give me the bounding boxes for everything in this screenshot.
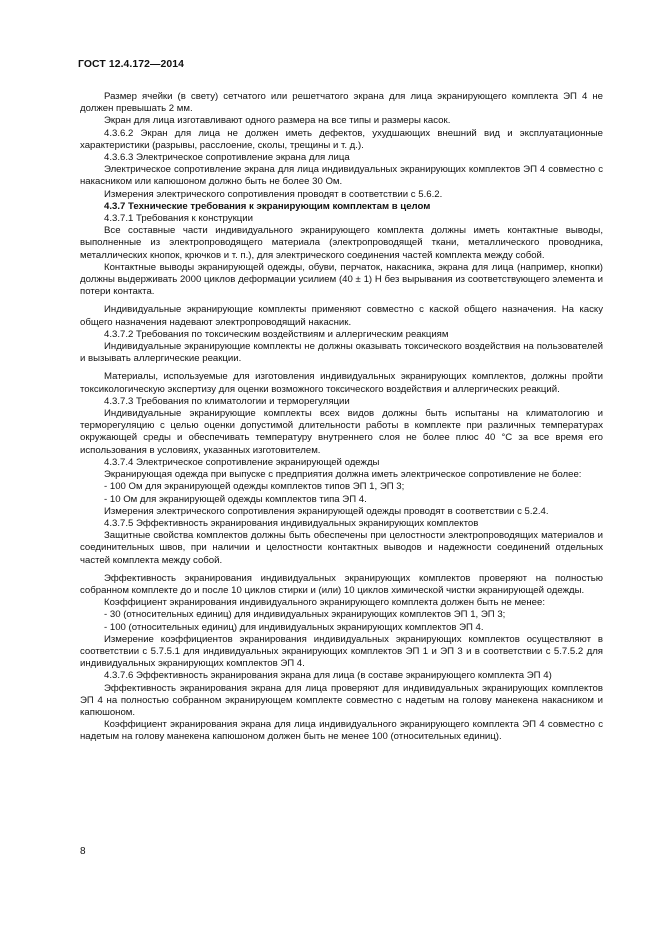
paragraph: - 10 Ом для экранирующей одежды комплектов типа ЭП 4. xyxy=(104,493,367,505)
paragraph: 4.3.7.6 Эффективность экранирования экрана для лица (в составе экранирующего комплекта ЭП 4) xyxy=(104,670,552,682)
paragraph: Защитные свойства комплектов должны быть обеспечены при целостности электропроводящих материалов и соединительных швов, при наличии и целостности контактных выводов и надежности соединений отдельных частей комплекта между собой. xyxy=(80,530,603,566)
paragraph: Экранирующая одежда при выпуске с предприятия должна иметь электрическое сопротивление не более: xyxy=(104,469,582,481)
paragraph: - 100 Ом для экранирующей одежды комплектов типов ЭП 1, ЭП 3; xyxy=(104,481,405,493)
paragraph: - 100 (относительных единиц) для индивидуальных экранирующих комплектов ЭП 4. xyxy=(104,621,484,633)
paragraph: Коэффициент экранирования индивидуального экранирующего комплекта должен быть не менее: xyxy=(104,597,546,609)
paragraph: Эффективность экранирования экрана для лица проверяют для индивидуальных экранирующих комплектов ЭП 4 на полностью собранном экранирующем комплекте совместно с надетым на голову манекена накасником и капюшоном. xyxy=(80,682,603,718)
paragraph: Размер ячейки (в свету) сетчатого или решетчатого экрана для лица экранирующего комплекта ЭП 4 не должен превышать 2 мм. xyxy=(80,91,603,115)
page-number: 8 xyxy=(80,846,86,857)
paragraph: Все составные части индивидуального экранирующего комплекта должны иметь контактные выводы, выполненные из электропроводящего материала (электропроводящей ткани, металлического проводника, металлических кнопок, крючков и т. п.), для электрического соединения частей комплекта между собой. xyxy=(80,225,603,261)
paragraph: Электрическое сопротивление экрана для лица индивидуальных экранирующих комплектов ЭП 4 совместно с накасником или капюшоном должно быть не более 30 Ом. xyxy=(80,164,603,188)
paragraph: Коэффициент экранирования экрана для лица индивидуального экранирующего комплекта ЭП 4 совместно с надетым на голову манекена капюшоном должен быть не менее 100 (относительных единиц). xyxy=(80,719,603,743)
paragraph: Индивидуальные экранирующие комплекты применяют совместно с каской общего назначения. На каску общего назначения надевают электропроводящий накасник. xyxy=(80,304,603,328)
paragraph: 4.3.7.4 Электрическое сопротивление экранирующей одежды xyxy=(104,456,380,468)
paragraph: Эффективность экранирования индивидуальных экранирующих комплектов проверяют на полностью собранном комплекте до и после 10 циклов стирки и (или) 10 циклов химической чистки экранирующей одежды. xyxy=(80,572,603,596)
document-body xyxy=(80,91,603,744)
paragraph: Измерения электрического сопротивления проводят в соответствии с 5.6.2. xyxy=(104,188,443,200)
paragraph: Материалы, используемые для изготовления индивидуальных экранирующих комплектов, должны пройти токсикологическую экспертизу для оценки возможного токсического воздействия и аллергических реакций. xyxy=(80,371,603,395)
paragraph: 4.3.6.3 Электрическое сопротивление экрана для лица xyxy=(104,152,350,164)
paragraph: 4.3.7.2 Требования по токсическим воздействиям и аллергическим реакциям xyxy=(104,328,449,340)
paragraph: Индивидуальные экранирующие комплекты не должны оказывать токсического воздействия на пользователей и вызывать аллергические реакции. xyxy=(80,341,603,365)
paragraph: Контактные выводы экранирующей одежды, обуви, перчаток, накасника, экрана для лица (например, кнопки) должны выдерживать 2000 циклов деформации усилием (40 ± 1) Н без вырывания из соответствующего элемента и потери контакта. xyxy=(80,261,603,298)
paragraph: Индивидуальные экранирующие комплекты всех видов должны быть испытаны на климатологию и терморегуляцию с целью оценки допустимой длительности работы в комплекте при различных температурах окружающей среды и обеспечивать температуру внутреннего слоя не более плюс 40 °С за все время его использования в условиях, указанных изготовителем. xyxy=(80,408,603,456)
paragraph: 4.3.7.5 Эффективность экранирования индивидуальных экранирующих комплектов xyxy=(104,517,479,529)
section-heading: 4.3.7 Технические требования к экранирующим комплектам в целом xyxy=(104,200,431,212)
paragraph: Измерения электрического сопротивления экранирующей одежды проводят в соответствии с 5.2.4. xyxy=(104,505,549,517)
paragraph: 4.3.7.3 Требования по климатологии и терморегуляции xyxy=(104,395,350,407)
paragraph: 4.3.7.1 Требования к конструкции xyxy=(104,213,253,225)
paragraph: - 30 (относительных единиц) для индивидуальных экранирующих комплектов ЭП 1, ЭП 3; xyxy=(104,609,506,621)
paragraph: Измерение коэффициентов экранирования индивидуальных экранирующих комплектов осуществляют в соответствии с 5.7.5.1 для индивидуальных экранирующих комплектов ЭП 1 и ЭП 3 и в соответствии с 5.7.5.2 для индивидуальных экранирующих комплектов ЭП 4. xyxy=(80,633,603,670)
paragraph: Экран для лица изготавливают одного размера на все типы и размеры касок. xyxy=(104,115,451,127)
paragraph: 4.3.6.2 Экран для лица не должен иметь дефектов, ухудшающих внешний вид и эксплуатационные характеристики (разрывы, расслоение, сколы, трещины и т. д.). xyxy=(80,127,603,151)
document-header: ГОСТ 12.4.172—2014 xyxy=(78,59,185,70)
